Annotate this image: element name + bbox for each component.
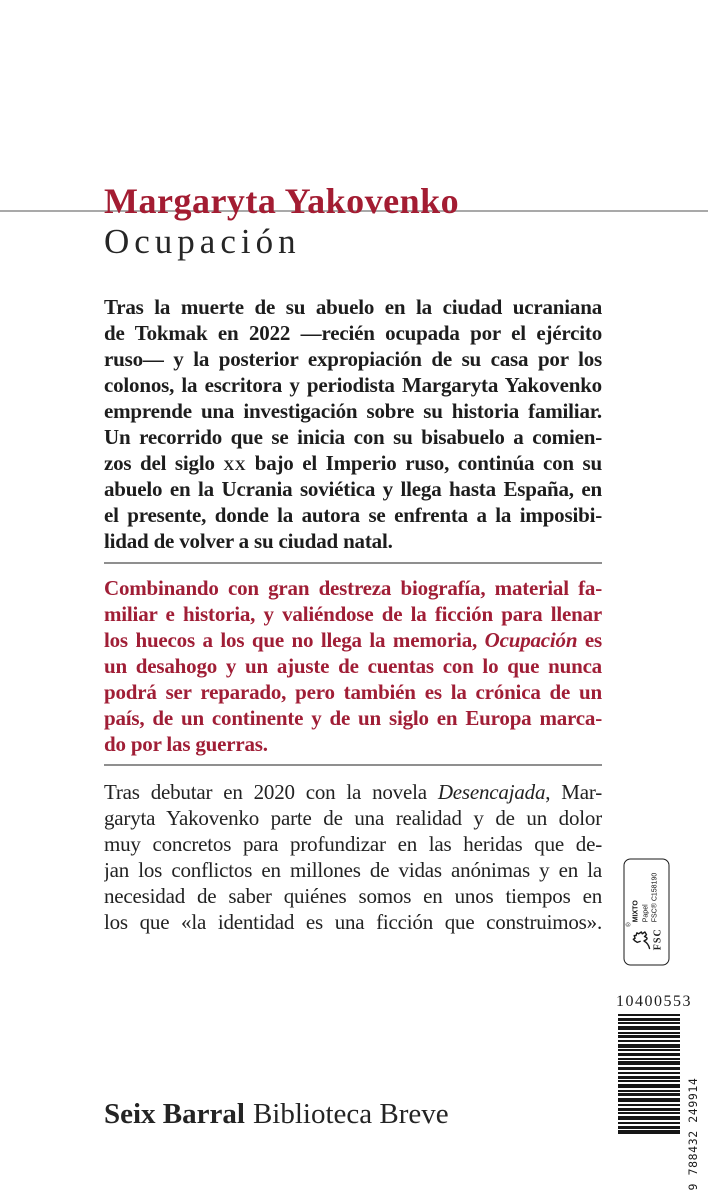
fsc-label-text [632, 873, 660, 923]
fsc-wordmark: FSC [652, 928, 664, 951]
registered-trademark-symbol: ® [626, 922, 633, 927]
fsc-tree-checkmark-icon [626, 922, 664, 951]
product-code: 10400553 [616, 993, 692, 1010]
fsc-paper-label: Papel [642, 904, 650, 923]
synopsis-paragraph-3: Tras debutar en 2020 con la novela Desencajada, Mar- garyta Yakovenko parte de una realidad y de un dolor muy concretos para profundizar en las heridas que de- jan los conflictos en millones de vidas anónimas y en la necesidad de saber quiénes somos en unos tiempos en los que «la identidad es una ficción que construimos». [104, 780, 602, 934]
isbn-number [686, 1076, 700, 1196]
publisher-imprint [104, 1099, 449, 1131]
synopsis-paragraph-1: Tras la muerte de su abuelo en la ciudad ucraniana de Tokmak en 2022 —recién ocupada por el ejército ruso— y la posterior expropiación de su casa por los colonos, la escritora y periodista Margaryta Yakovenko emprende una investigación sobre su historia familiar. Un recorrido que se inicia con su bisabuelo a comien- zos del siglo xx bajo el Imperio ruso, continúa con su abuelo en la Ucrania soviética y llega hasta España, en el presente, donde la autora se enfrenta a la imposibi- lidad de volver a su ciudad natal. [104, 295, 602, 553]
author-name: Margaryta Yakovenko [104, 181, 460, 221]
publisher-name: Seix Barral [104, 1098, 245, 1130]
book-title: Ocupación [104, 222, 301, 261]
synopsis-paragraph-2-highlight: Combinando con gran destreza biografía, material fa- miliar e historia, y valiéndose de la ficción para llenar los huecos a los que no llega la memoria, Ocupación es un desahogo y un ajuste de cuentas con lo que nunca podrá ser reparado, pero también es la crónica de un país, de un continente y de un siglo en Europa marca- do por las guerras. [104, 576, 602, 756]
separator-rule-bottom [104, 764, 602, 766]
fsc-mix-label: MIXTO [632, 900, 640, 923]
ean-barcode [618, 1014, 680, 1136]
isbn-digits: 9 788432 249914 [686, 1077, 700, 1191]
fsc-cert-number: FSC® C158190 [651, 872, 659, 923]
collection-name: Biblioteca Breve [252, 1098, 449, 1130]
fsc-label-frame [624, 859, 670, 966]
fsc-certification-label [623, 859, 669, 966]
separator-rule-top [104, 562, 602, 564]
